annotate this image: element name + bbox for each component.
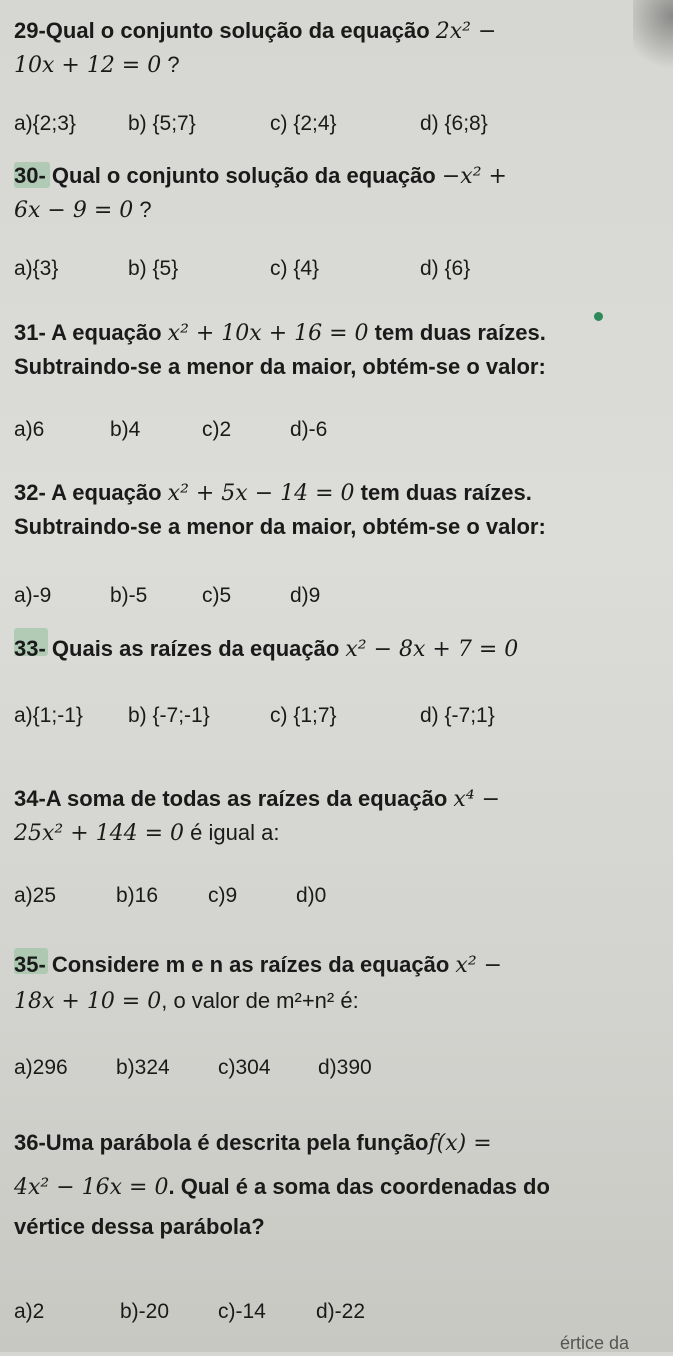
- question-29-line-1: [14, 18, 496, 45]
- question-text: ?: [161, 52, 180, 77]
- question-35-line-2: [14, 988, 359, 1015]
- question-32-line-1: [14, 480, 532, 507]
- equation: x² − 8x + 7 = 0: [345, 637, 519, 662]
- question-text: 35- Considere m e n as raízes da equação: [14, 952, 456, 977]
- question-31-line-2: [14, 354, 546, 380]
- option-a: a){1;-1}: [14, 704, 83, 727]
- question-31-line-1: [14, 320, 546, 347]
- question-30-line-1: [14, 163, 507, 190]
- question-text: 31- A equação: [14, 320, 168, 345]
- footer-fragment: értice da: [560, 1333, 630, 1353]
- option-d: d)0: [296, 884, 327, 907]
- equation: 6x − 9 = 0: [14, 198, 134, 223]
- question-33-line-1: [14, 636, 518, 663]
- option-b: b)-20: [120, 1300, 170, 1323]
- option-a: a)25: [14, 884, 57, 907]
- option-b: b)324: [116, 1056, 170, 1079]
- option-d: d)-6: [290, 418, 328, 441]
- equation: 4x² − 16x = 0: [14, 1175, 169, 1200]
- equation: 2x² −: [435, 19, 497, 44]
- equation: −x² +: [441, 164, 507, 189]
- option-a: a){2;3}: [14, 112, 76, 135]
- question-text: Subtraindo-se a menor da maior, obtém-se o valor:: [14, 354, 546, 379]
- option-b: b)4: [110, 418, 141, 441]
- option-a: a)-9: [14, 584, 52, 607]
- page-corner-shadow: [633, 0, 673, 80]
- option-c: c) {2;4}: [270, 112, 337, 135]
- option-a: a)2: [14, 1300, 45, 1323]
- question-text: 33- Quais as raízes da equação: [14, 636, 346, 661]
- question-text: vértice dessa parábola?: [14, 1214, 265, 1239]
- question-35-line-1: [14, 952, 502, 979]
- option-b: b)16: [116, 884, 159, 907]
- option-a: a){3}: [14, 257, 59, 280]
- option-c: c)5: [202, 584, 232, 607]
- option-d: d) {6;8}: [420, 112, 488, 135]
- equation: x² −: [455, 953, 503, 978]
- question-text: Subtraindo-se a menor da maior, obtém-se o valor:: [14, 514, 546, 539]
- option-b: b)-5: [110, 584, 148, 607]
- question-text: ?: [133, 197, 152, 222]
- question-30-line-2: [14, 197, 152, 224]
- equation: 18x + 10 = 0: [14, 989, 162, 1014]
- question-text: 34-A soma de todas as raízes da equação: [14, 786, 454, 811]
- equation: x² + 5x − 14 = 0: [167, 481, 355, 506]
- equation: x⁴ −: [453, 787, 501, 812]
- option-c: c) {1;7}: [270, 704, 337, 727]
- equation: f(x) =: [428, 1131, 492, 1156]
- option-b: b) {5}: [128, 257, 179, 280]
- option-d: d) {6}: [420, 257, 471, 280]
- question-36-line-3: [14, 1214, 265, 1240]
- question-36-line-1: [14, 1130, 492, 1157]
- equation: x² + 10x + 16 = 0: [167, 321, 369, 346]
- question-text: . Qual é a soma das coordenadas do: [168, 1174, 550, 1199]
- question-29-line-2: [14, 52, 180, 79]
- question-text: 32- A equação: [14, 480, 168, 505]
- question-text: tem duas raízes.: [354, 480, 532, 505]
- ink-dot: [594, 312, 603, 321]
- option-d: d)390: [318, 1056, 372, 1079]
- option-a: a)6: [14, 418, 45, 441]
- question-36-line-2: [14, 1174, 550, 1201]
- option-c: c)9: [208, 884, 238, 907]
- question-text: 36-Uma parábola é descrita pela função: [14, 1130, 429, 1155]
- equation: 10x + 12 = 0: [14, 53, 162, 78]
- question-34-line-1: [14, 786, 500, 813]
- question-text: 29-Qual o conjunto solução da equação: [14, 18, 436, 43]
- question-34-line-2: [14, 820, 279, 847]
- question-text: 30- Qual o conjunto solução da equação: [14, 163, 442, 188]
- option-a: a)296: [14, 1056, 68, 1079]
- option-d: d)-22: [316, 1300, 366, 1323]
- option-d: d)9: [290, 584, 321, 607]
- option-b: b) {5;7}: [128, 112, 196, 135]
- question-text: tem duas raízes.: [368, 320, 546, 345]
- equation: 25x² + 144 = 0: [14, 821, 185, 846]
- option-c: c) {4}: [270, 257, 320, 280]
- option-d: d) {-7;1}: [420, 704, 495, 727]
- question-text: , o valor de m²+n² é:: [161, 988, 359, 1013]
- question-text: é igual a:: [184, 820, 280, 845]
- option-c: c)304: [218, 1056, 271, 1079]
- option-c: c)-14: [218, 1300, 266, 1323]
- question-32-line-2: [14, 514, 546, 540]
- option-c: c)2: [202, 418, 232, 441]
- option-b: b) {-7;-1}: [128, 704, 210, 727]
